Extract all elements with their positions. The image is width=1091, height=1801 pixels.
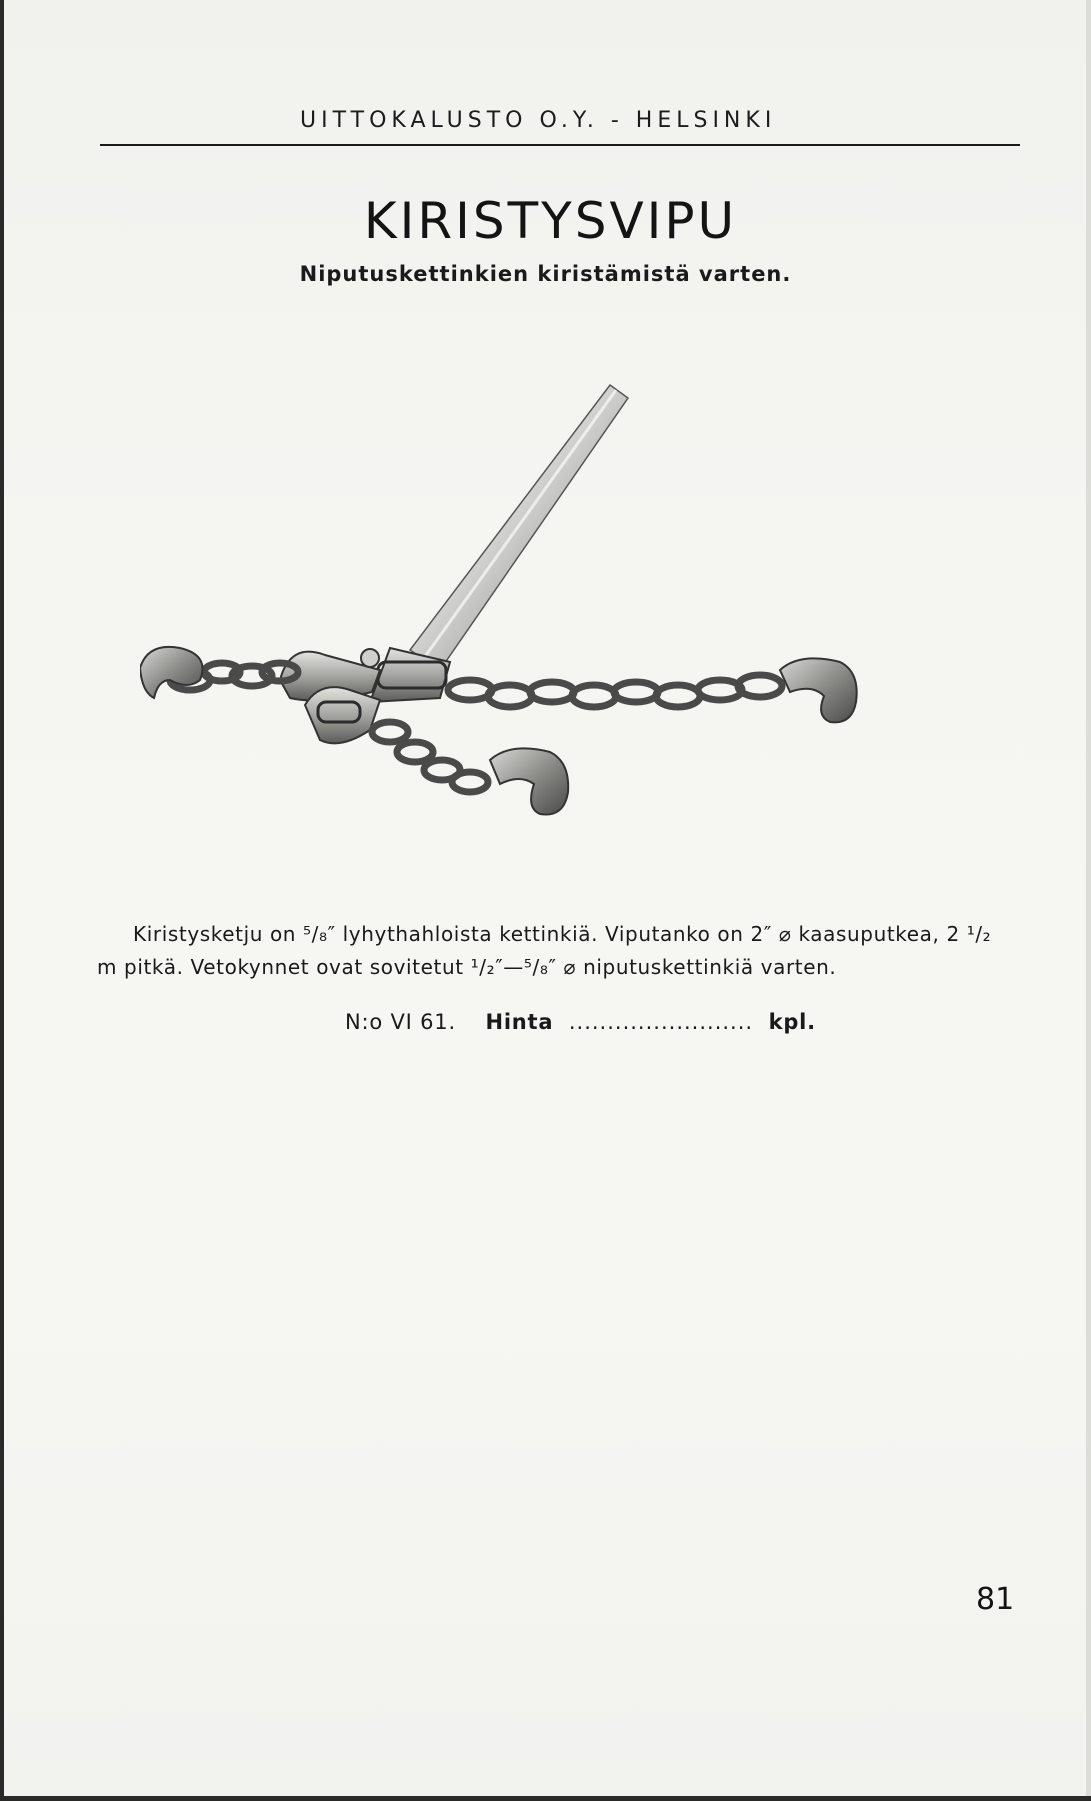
price-unit: kpl. [768,1010,816,1034]
description-line-1: Kiristysketju on ⁵/₈″ lyhythahloista kettinkiä. Viputanko on 2″ ⌀ kaasuputkea, 2 ¹/₂ [133,922,992,946]
right-chain [448,675,782,707]
lever-pipe [410,385,628,670]
description-line-2: m pitkä. Vetokynnet ovat sovitetut ¹/₂″—⁵/₈″ ⌀ niputuskettinkiä varten. [97,955,837,979]
product-number: N:o VI 61. [345,1010,456,1034]
price-label: Hinta [485,1010,554,1034]
scan-edge-bottom [0,1796,1091,1801]
company-header: UITTOKALUSTO O.Y. - HELSINKI [300,108,777,133]
price-blank: ........................ [568,1010,754,1034]
lower-hook [490,748,568,814]
header-rule [100,144,1020,146]
product-title: KIRISTYSVIPU [363,192,738,250]
binder-body [280,648,450,743]
chain-binder-illustration [140,380,980,840]
product-subtitle: Niputuskettinkien kiristämistä varten. [299,262,792,286]
lower-chain [372,722,488,792]
product-description [97,918,1027,984]
page-number: 81 [976,1582,1015,1617]
right-hook [780,658,857,722]
order-line [345,1010,816,1034]
